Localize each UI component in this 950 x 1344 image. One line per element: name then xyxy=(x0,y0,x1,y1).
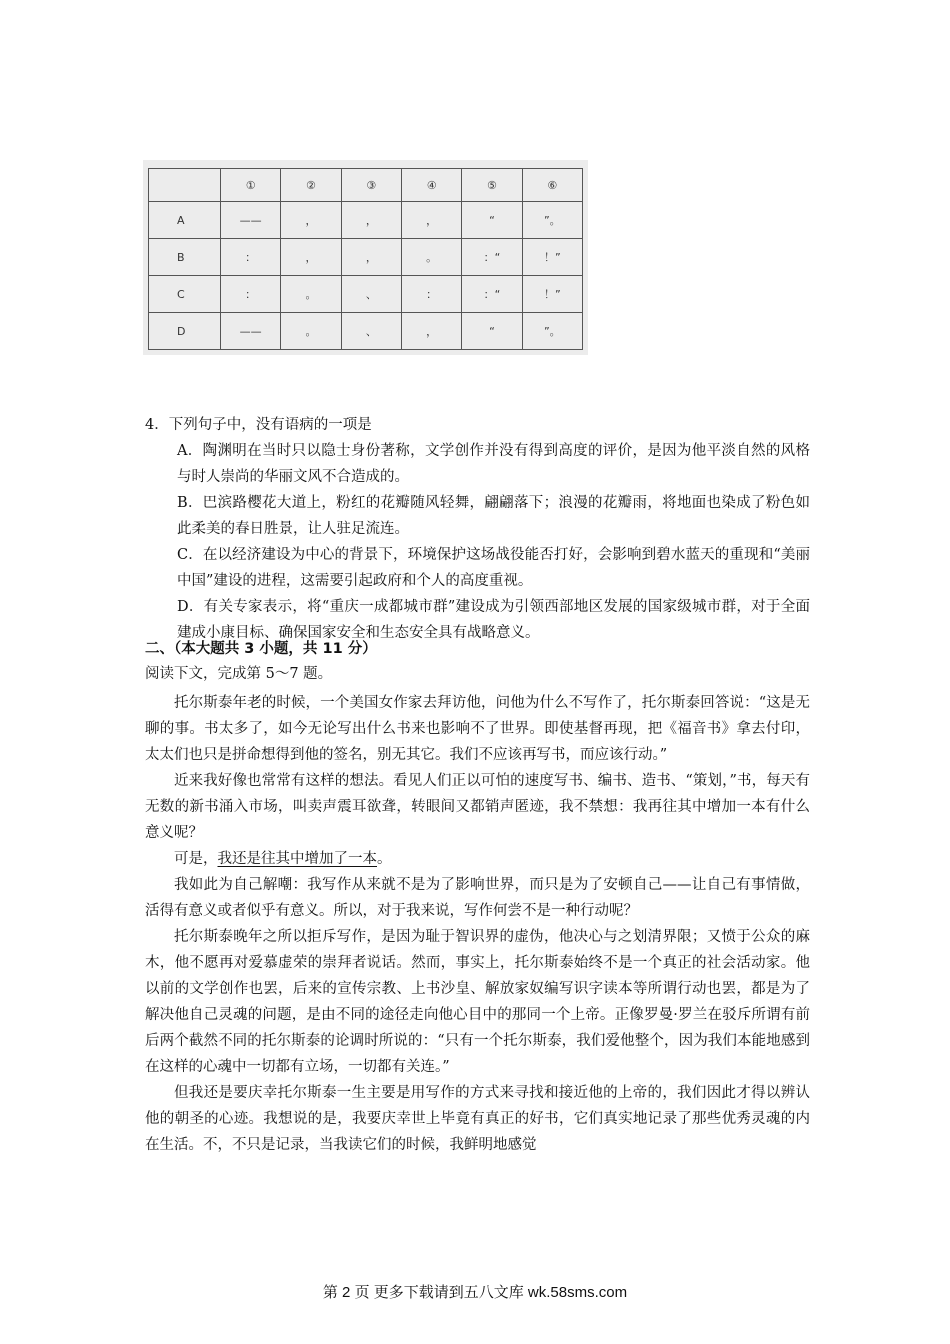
reading-passage xyxy=(145,690,810,1158)
paragraph: 托尔斯泰晚年之所以拒斥写作，是因为耻于智识界的虚伪，他决心与之划清界限；又愤于公众的麻木，他不愿再对爱慕虚荣的崇拜者说话。然而，事实上，托尔斯泰始终不是一个真正的社会活动家。他以前的文学创作也罢，后来的宣传宗教、上书沙皇、解放家奴编写识字读本等所谓行动也罢，都是为了解决他自己灵魂的问题，是由不同的途径走向他心目中的那同一个上帝。正像罗曼·罗兰在驳斥所谓有前后两个截然不同的托尔斯泰的论调时所说的：“只有一个托尔斯泰，我们爱他整个，因为我们本能地感到在这样的心魂中一切都有立场，一切都有关连。” xyxy=(145,929,810,1075)
table-row xyxy=(149,276,583,313)
row-label: B xyxy=(149,239,221,276)
paragraph: 近来我好像也常常有这样的想法。看见人们正以可怕的速度写书、编书、造书、“策划，”书，每天有无数的新书涌入市场，叫卖声震耳欲聋，转眼间又都销声匿迹，我不禁想：我再往其中增加一本有什么意义呢？ xyxy=(145,773,810,841)
punctuation-table xyxy=(148,168,583,350)
table-cell: ！” xyxy=(522,239,582,276)
table-header-cell: ① xyxy=(221,169,281,202)
table-header-cell: ③ xyxy=(341,169,401,202)
text-span: 可是， xyxy=(174,851,218,867)
underlined-sentence: 我还是往其中增加了一本 xyxy=(217,851,377,867)
option-d: D．有关专家表示，将“重庆一成都城市群”建设成为引领西部地区发展的国家级城市群，对于全面建成小康目标、确保国家安全和生态安全具有战略意义。 xyxy=(177,599,810,641)
row-label: C xyxy=(149,276,221,313)
paragraph: 托尔斯泰年老的时候，一个美国女作家去拜访他，问他为什么不写作了，托尔斯泰回答说：“这是无聊的事。书太多了，如今无论写出什么书来也影响不了世界。即使基督再现，把《福音书》拿去付印，太太们也只是拼命想得到他的签名，别无其它。我们不应该再写书，而应该行动。” xyxy=(145,695,810,763)
table-header-cell: ② xyxy=(281,169,341,202)
paragraph: 但我还是要庆幸托尔斯泰一生主要是用写作的方式来寻找和接近他的上帝的，我们因此才得以辨认他的朝圣的心迹。我想说的是，我要庆幸世上毕竟有真正的好书，它们真实地记录了那些优秀灵魂的内在生活。不，不只是记录，当我读它们的时候，我鲜明地感觉 xyxy=(145,1085,810,1153)
question-title: 4．下列句子中，没有语病的一项是 xyxy=(145,417,372,433)
table-cell: 、 xyxy=(341,313,401,350)
table-cell: ”。 xyxy=(522,313,582,350)
table-cell: ：“ xyxy=(462,276,522,313)
text-span: 。 xyxy=(377,851,392,867)
option-b: B．巴滨路樱花大道上，粉红的花瓣随风轻舞，翩翩落下；浪漫的花瓣雨，将地面也染成了粉色如此柔美的春日胜景，让人驻足流连。 xyxy=(177,495,810,537)
table-cell: “ xyxy=(462,202,522,239)
table-cell: 。 xyxy=(281,313,341,350)
table-cell: ”。 xyxy=(522,202,582,239)
table-cell: 、 xyxy=(341,276,401,313)
table-header-cell xyxy=(149,169,221,202)
table-cell: ！” xyxy=(522,276,582,313)
paragraph: 我如此为自己解嘲：我写作从来就不是为了影响世界，而只是为了安顿自己——让自己有事情做，活得有意义或者似乎有意义。所以，对于我来说，写作何尝不是一种行动呢？ xyxy=(145,877,810,919)
table-cell: ： xyxy=(401,276,461,313)
row-label: D xyxy=(149,313,221,350)
table-header-row xyxy=(149,169,583,202)
table-cell: ， xyxy=(341,202,401,239)
option-a: A．陶渊明在当时只以隐士身份著称，文学创作并没有得到高度的评价，是因为他平淡自然的风格与时人崇尚的华丽文风不合造成的。 xyxy=(177,443,810,485)
reading-instruction: 阅读下文，完成第 5～7 题。 xyxy=(145,666,333,682)
table-row xyxy=(149,202,583,239)
table-cell: ：“ xyxy=(462,239,522,276)
table-cell: ， xyxy=(281,202,341,239)
table-cell: ： xyxy=(221,239,281,276)
page-footer: 第 2 页 更多下载请到五八文库 wk.58sms.com xyxy=(322,1284,628,1301)
row-label: A xyxy=(149,202,221,239)
punctuation-table-image xyxy=(143,160,588,355)
table-cell: 。 xyxy=(281,276,341,313)
table-row xyxy=(149,239,583,276)
table-cell: ： xyxy=(221,276,281,313)
table-cell: —— xyxy=(221,202,281,239)
table-cell: “ xyxy=(462,313,522,350)
table-cell: 。 xyxy=(401,239,461,276)
table-header-cell: ⑤ xyxy=(462,169,522,202)
table-cell: ， xyxy=(401,313,461,350)
table-row xyxy=(149,313,583,350)
table-cell: ， xyxy=(341,239,401,276)
table-header-cell: ⑥ xyxy=(522,169,582,202)
option-c: C．在以经济建设为中心的背景下，环境保护这场战役能否打好，会影响到碧水蓝天的重现和“美丽中国”建设的进程，这需要引起政府和个人的高度重视。 xyxy=(177,547,810,589)
section-heading: 二、（本大题共 3 小题，共 11 分） xyxy=(145,641,377,657)
table-cell: ， xyxy=(281,239,341,276)
question-4 xyxy=(145,412,810,646)
table-cell: ， xyxy=(401,202,461,239)
table-header-cell: ④ xyxy=(401,169,461,202)
paragraph xyxy=(145,846,810,872)
table-cell: —— xyxy=(221,313,281,350)
